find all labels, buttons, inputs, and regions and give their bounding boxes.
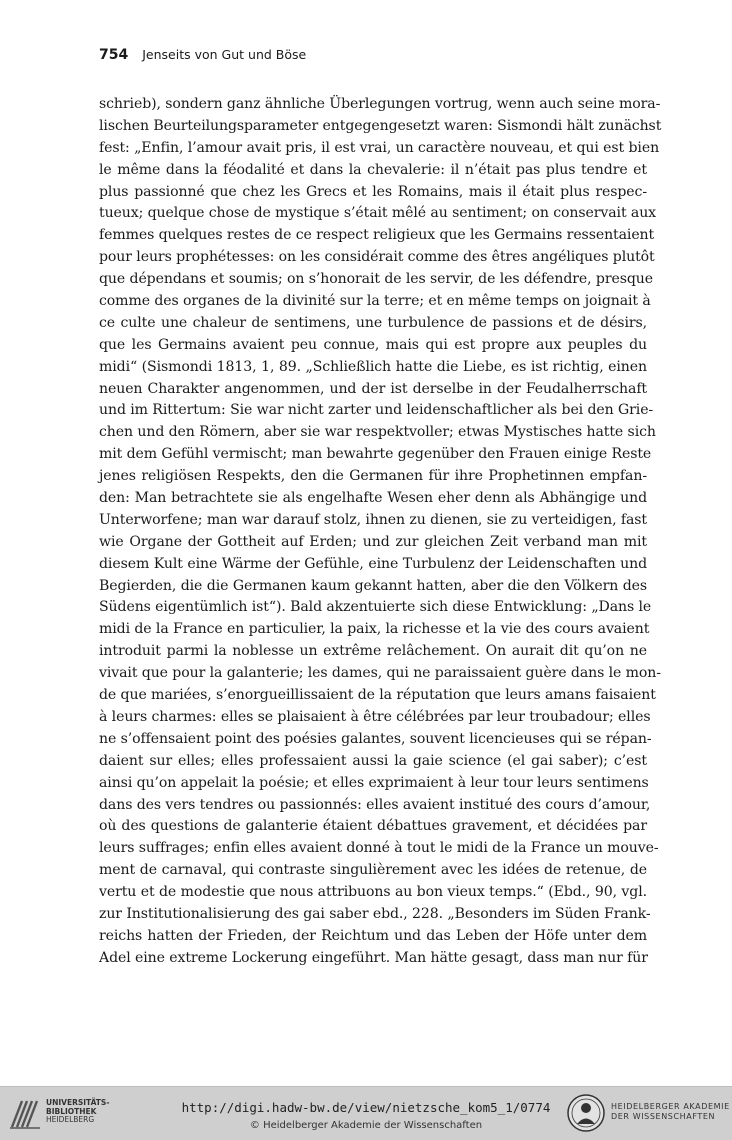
- text-line: à leurs charmes: elles se plaisaient à être célébrées par leur troubadour; elles: [99, 708, 651, 725]
- text-line: que dépendans et soumis; on s’honorait de les servir, de les défendre, presque: [99, 271, 653, 288]
- text-line: ment de carnaval, qui contraste singulièrement avec les idées de retenue, de: [99, 862, 647, 879]
- text-line: chen und den Römern, aber sie war respektvoller; etwas Mystisches hatte sich: [99, 424, 656, 441]
- text-line: schrieb), sondern ganz ähnliche Überlegungen vortrug, wenn auch seine mora-: [99, 96, 661, 112]
- text-line: und im Rittertum: Sie war nicht zarter und leidenschaftlicher als bei den Grie-: [99, 402, 654, 419]
- text-line: introduit parmi la noblesse un extrême relâchement. On aurait dit qu’on ne: [99, 643, 647, 660]
- text-line: de que mariées, s’enorgueillissaient de la réputation que leurs amans faisaient: [99, 687, 656, 704]
- text-line: Südens eigentümlich ist“). Bald akzentuierte sich diese Entwicklung: „Dans le: [99, 599, 652, 616]
- text-line: diesem Kult eine Wärme der Gefühle, eine Turbulenz der Leidenschaften und: [99, 555, 647, 572]
- text-line: lischen Beurteilungsparameter entgegengesetzt waren: Sismondi hält zunächst: [99, 117, 662, 134]
- text-line: que les Germains avaient peu connue, mais qui est propre aux peuples du: [99, 336, 647, 353]
- text-line: le même dans la féodalité et dans la chevalerie: il n’était pas plus tendre et: [99, 161, 647, 178]
- text-line: zur Institutionalisierung des gai saber ebd., 228. „Besonders im Süden Frank-: [99, 905, 651, 922]
- text-line: ce culte une chaleur de sentimens, une turbulence de passions et de désirs,: [99, 314, 647, 331]
- text-line: femmes quelques restes de ce respect religieux que les Germains ressentaient: [99, 227, 655, 244]
- text-line: mit dem Gefühl vermischt; man bewahrte gegenüber den Frauen einige Reste: [99, 446, 652, 463]
- text-line: dans des vers tendres ou passionnés: elles avaient institué des cours d’amour,: [99, 796, 651, 813]
- page-number: 754: [99, 47, 129, 63]
- permalink-url[interactable]: http://digi.hadw-bw.de/view/nietzsche_kom5_1/0774: [181, 1100, 551, 1115]
- running-title: Jenseits von Gut und Böse: [142, 47, 307, 62]
- text-line: vivait que pour la galanterie; les dames, qui ne paraissaient guère dans le mon-: [99, 665, 661, 682]
- text-line: vertu et de modestie que nous attribuons au bon vieux temps.“ (Ebd., 90, vgl.: [99, 884, 647, 901]
- text-line: Unterworfene; man war darauf stolz, ihnen zu dienen, sie zu verteidigen, fast: [99, 511, 647, 528]
- text-line: Adel eine extreme Lockerung eingeführt. Man hätte gesagt, dass man nur für: [99, 949, 648, 966]
- text-line: Begierden, die die Germanen kaum gekannt hatten, aber die den Völkern des: [99, 577, 647, 594]
- running-header: [99, 44, 659, 64]
- text-line: tueux; quelque chose de mystique s’était mêlé au sentiment; on conservait aux: [99, 205, 657, 222]
- text-line: den: Man betrachtete sie als engelhafte Wesen eher denn als Abhängige und: [99, 490, 647, 507]
- text-line: midi“ (Sismondi 1813, 1, 89. „Schließlich hatte die Liebe, es ist richtig, einen: [99, 358, 647, 375]
- university-library-name: UNIVERSITÄTS- BIBLIOTHEK HEIDELBERG: [46, 1098, 110, 1124]
- text-line: wie Organe der Gottheit auf Erden; und zur gleichen Zeit verband man mit: [99, 533, 647, 550]
- academy-name: HEIDELBERGER AKADEMIE DER WISSENSCHAFTEN: [611, 1102, 730, 1121]
- academy-seal-icon: [566, 1093, 606, 1133]
- text-line: daient sur elles; elles professaient aussi la gaie science (el gai saber); c’est: [99, 752, 647, 769]
- text-line: jenes religiösen Respekts, den die Germanen für ihre Prophetinnen empfan-: [99, 468, 647, 485]
- text-line: plus passionné que chez les Grecs et les Romains, mais il était plus respec-: [99, 183, 647, 200]
- text-line: reichs hatten der Frieden, der Reichtum und das Leben der Höfe unter dem: [99, 927, 647, 944]
- text-line: fest: „Enfin, l’amour avait pris, il est vrai, un caractère nouveau, et qui est bien: [99, 139, 660, 156]
- text-line: ainsi qu’on appelait la poésie; et elles exprimaient à leur tour leurs sentimens: [99, 774, 649, 791]
- body-text: [99, 94, 662, 970]
- text-line: midi de la France en particulier, la paix, la richesse et la vie des cours avaient: [99, 621, 650, 638]
- copyright-notice: © Heidelberger Akademie der Wissenschaften: [249, 1120, 483, 1131]
- text-line: pour leurs prophétesses: on les considérait comme des êtres angéliques plutôt: [99, 249, 655, 266]
- text-line: ne s’offensaient point des poésies galantes, souvent licencieuses qui se répan-: [99, 730, 652, 747]
- text-line: neuen Charakter angenommen, und der ist derselbe in der Feudalherrschaft: [99, 380, 647, 397]
- text-line: comme des organes de la divinité sur la terre; et en même temps on joignait à: [99, 293, 651, 310]
- text-line: leurs suffrages; enfin elles avaient donné à tout le midi de la France un mouve-: [99, 840, 659, 857]
- text-line: où des questions de galanterie étaient débattues gravement, et décidées par: [99, 818, 647, 835]
- footer-bar: [0, 1086, 732, 1140]
